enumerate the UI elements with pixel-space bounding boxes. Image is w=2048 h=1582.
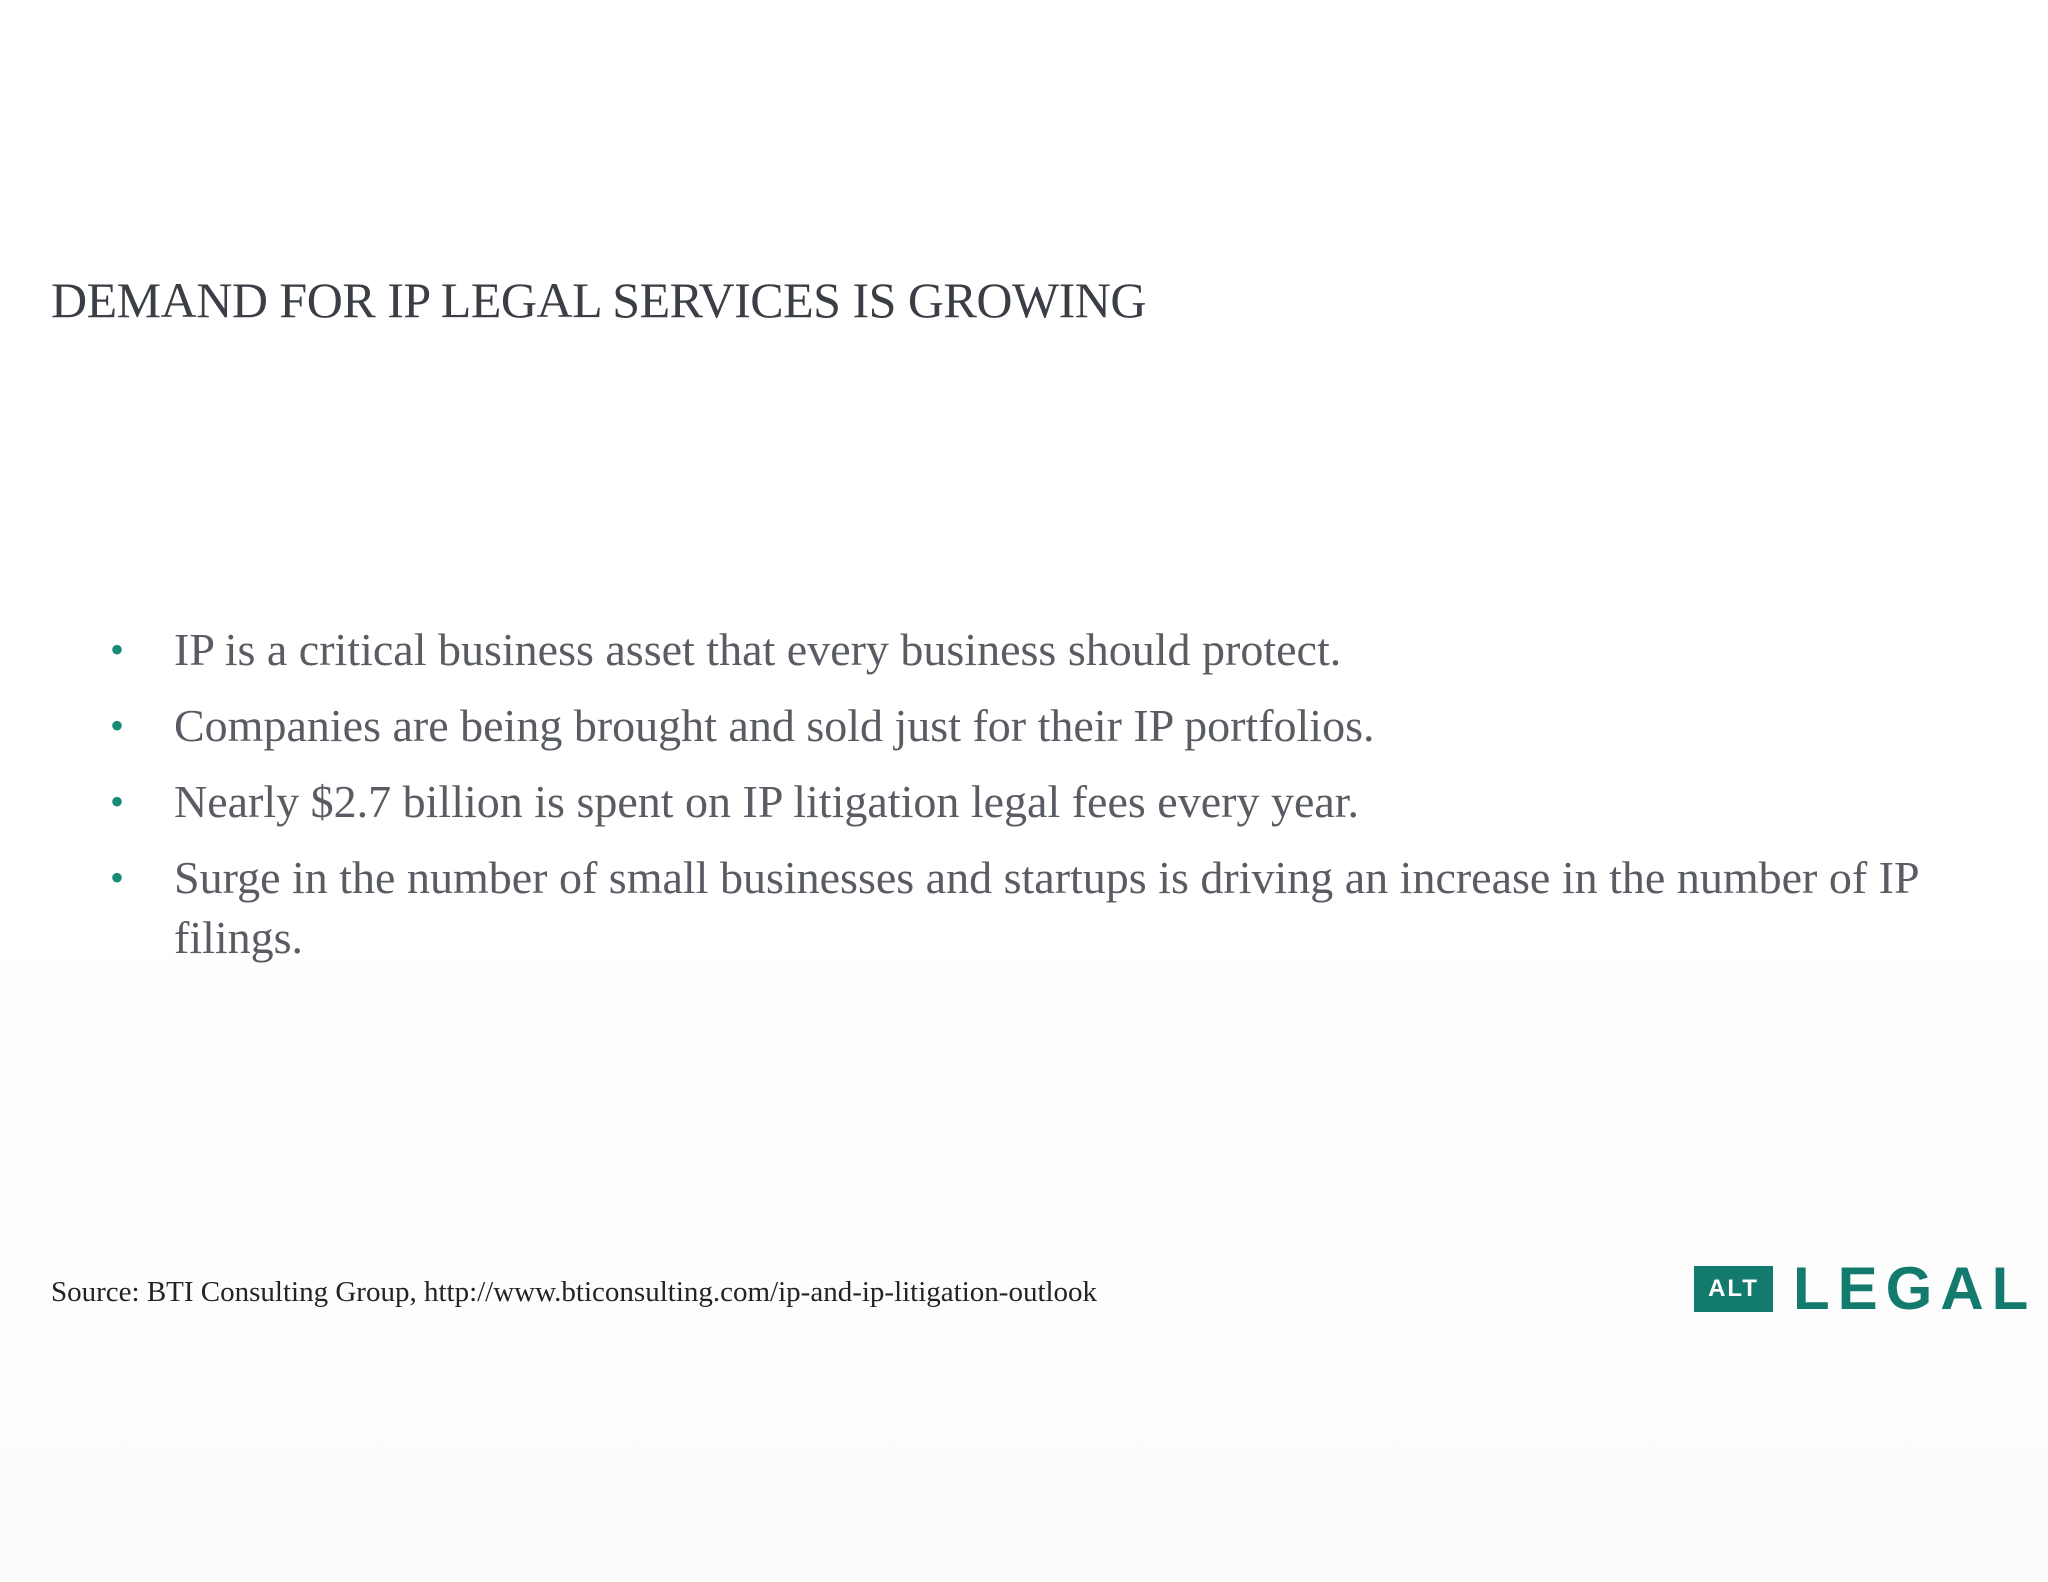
logo-badge: ALT [1694,1266,1773,1312]
alt-legal-logo [1694,1255,2037,1322]
bullet-text: IP is a critical business asset that every business should protect. [174,624,1342,675]
bullet-list [110,620,1990,984]
bullet-text: Companies are being brought and sold just for their IP portfolios. [174,700,1375,751]
bullet-item [110,620,1990,680]
source-citation: Source: BTI Consulting Group, http://www.bticonsulting.com/ip-and-ip-litigation-outlook [51,1276,1098,1308]
bullet-item [110,696,1990,756]
bullet-item [110,848,1990,968]
logo-wordmark: LEGAL [1793,1255,2037,1322]
bullet-icon: • [110,703,125,748]
bullet-icon: • [110,779,125,824]
bullet-icon: • [110,627,125,672]
bullet-text: Nearly $2.7 billion is spent on IP litigation legal fees every year. [174,776,1360,827]
bullet-text: Surge in the number of small businesses and startups is driving an increase in the number of IP filings. [174,852,1918,963]
bullet-icon: • [110,855,125,900]
slide-title: DEMAND FOR IP LEGAL SERVICES IS GROWING [51,272,1147,328]
bullet-item [110,772,1990,832]
